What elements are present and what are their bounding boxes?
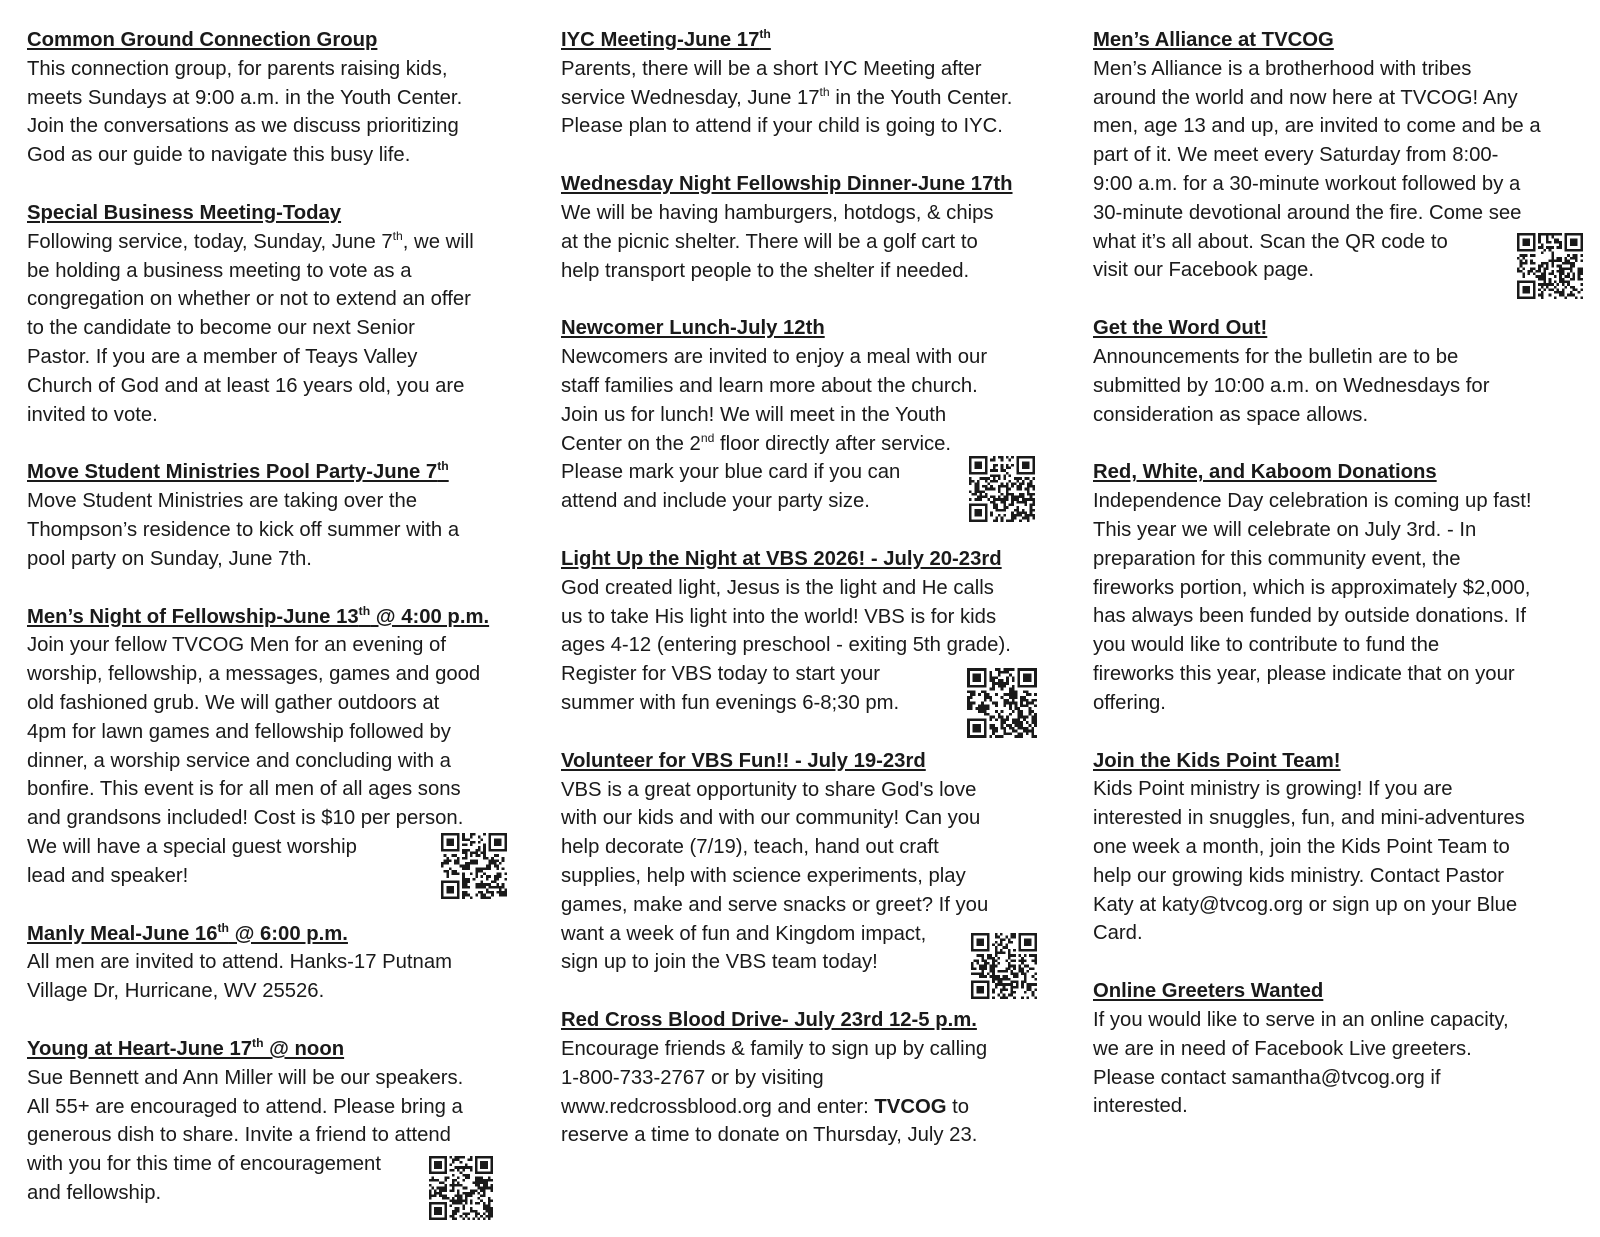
body-line: service Wednesday, June 17th in the Youth Center.: [561, 84, 1013, 109]
body-line: If you would like to serve in an online capacity,: [1093, 1008, 1509, 1031]
body-line: All 55+ are encouraged to attend. Please bring a: [27, 1095, 463, 1118]
announcement-title: Special Business Meeting-Today: [27, 201, 342, 224]
announcement-title: Young at Heart-June 17th @ noon: [27, 1036, 345, 1060]
body-line: fireworks portion, which is approximately $2,000,: [1093, 576, 1531, 599]
body-line: Pastor. If you are a member of Teays Valley: [27, 345, 418, 368]
body-line: us to take His light into the world! VBS is for kids: [561, 605, 997, 628]
body-line: at the picnic shelter. There will be a golf cart to: [561, 230, 978, 253]
body-line: All men are invited to attend. Hanks-17 Putnam: [27, 951, 453, 974]
body-line: Please plan to attend if your child is going to IYC.: [561, 115, 1003, 138]
body-line: 1-800-733-2767 or by visiting: [561, 1066, 824, 1089]
announcement-title: Men’s Alliance at TVCOG: [1093, 29, 1334, 51]
announcement-blood-drive: [561, 1006, 1061, 1150]
body-line: ages 4-12 (entering preschool - exiting 5th grade).: [561, 634, 1011, 657]
body-line: VBS is a great opportunity to share God's love: [561, 778, 977, 801]
body-line: Kids Point ministry is growing! If you are: [1093, 778, 1453, 801]
announcement-title: Light Up the Night at VBS 2026! - July 20-23rd: [561, 547, 1002, 570]
qr-code-icon[interactable]: [429, 1156, 493, 1220]
body-line: We will have a special guest worship: [27, 835, 357, 858]
body-line: visit our Facebook page.: [1093, 259, 1314, 282]
announcement-online-greeters: [1093, 977, 1583, 1121]
body-line: Katy at katy@tvcog.org or sign up on your Blue: [1093, 893, 1518, 916]
announcement-title: Manly Meal-June 16th @ 6:00 p.m.: [27, 920, 348, 945]
body-line: attend and include your party size.: [561, 490, 870, 513]
body-line: Newcomers are invited to enjoy a meal with our: [561, 346, 988, 369]
body-line: God created light, Jesus is the light and He calls: [561, 576, 994, 599]
announcement-mens-alliance: [1093, 26, 1583, 285]
announcement-body: [1093, 55, 1583, 285]
body-line: one week a month, join the Kids Point Team to: [1093, 835, 1510, 858]
body-line: to the candidate to become our next Senior: [27, 317, 415, 340]
body-line: meets Sundays at 9:00 a.m. in the Youth Center.: [27, 86, 463, 109]
announcement-title: Red Cross Blood Drive- July 23rd 12-5 p.m.: [561, 1009, 977, 1032]
announcement-newcomer-lunch: [561, 314, 1061, 516]
announcement-manly-meal: [27, 920, 527, 1006]
column-left: [27, 26, 527, 1237]
body-line: you would like to contribute to fund the: [1093, 634, 1440, 657]
announcement-title: IYC Meeting-June 17th: [561, 27, 771, 51]
announcement-body: [561, 55, 1061, 141]
body-line: Village Dr, Hurricane, WV 25526.: [27, 980, 325, 1003]
body-line: Church of God and at least 16 years old, you are: [27, 374, 465, 397]
body-line: want a week of fun and Kingdom impact,: [561, 922, 927, 945]
announcement-get-word-out: [1093, 314, 1583, 429]
body-line: This connection group, for parents raising kids,: [27, 57, 448, 80]
body-line: submitted by 10:00 a.m. on Wednesdays for: [1093, 374, 1490, 397]
body-line: be holding a business meeting to vote as a: [27, 259, 412, 282]
announcement-young-at-heart: [27, 1035, 527, 1208]
body-line: invited to vote.: [27, 403, 158, 426]
announcement-common-ground: [27, 26, 527, 170]
body-line: help decorate (7/19), teach, hand out craft: [561, 836, 939, 859]
body-line: fireworks this year, please indicate that on your: [1093, 662, 1515, 685]
body-line: preparation for this community event, the: [1093, 547, 1461, 570]
body-line: offering.: [1093, 691, 1166, 714]
announcement-pool-party: [27, 458, 527, 573]
body-line: generous dish to share. Invite a friend to attend: [27, 1124, 451, 1147]
body-line: Please mark your blue card if you can: [561, 461, 901, 484]
announcement-title: Men’s Night of Fellowship-June 13th @ 4:00 p.m.: [27, 603, 490, 628]
body-line: Thompson’s residence to kick off summer with a: [27, 518, 460, 541]
announcement-title: Online Greeters Wanted: [1093, 980, 1324, 1003]
body-line: games, make and serve snacks or greet? If you: [561, 893, 989, 916]
body-line: We will be having hamburgers, hotdogs, & chips: [561, 201, 994, 224]
body-line: sign up to join the VBS team today!: [561, 951, 878, 974]
announcement-title: Move Student Ministries Pool Party-June 7th: [27, 459, 449, 484]
announcement-title: Red, White, and Kaboom Donations: [1093, 461, 1437, 484]
announcement-title: Common Ground Connection Group: [27, 29, 378, 51]
announcement-body: [561, 199, 1061, 285]
announcement-special-business: [27, 199, 527, 429]
announcement-title: Get the Word Out!: [1093, 317, 1268, 340]
body-line: Join your fellow TVCOG Men for an evening of: [27, 634, 446, 657]
body-line: congregation on whether or not to extend an offer: [27, 288, 471, 311]
body-line: summer with fun evenings 6-8;30 pm.: [561, 691, 900, 714]
qr-code-icon[interactable]: [441, 833, 507, 899]
qr-code-icon[interactable]: [971, 933, 1037, 999]
body-line: Following service, today, Sunday, June 7th, we will: [27, 229, 474, 253]
body-line: help transport people to the shelter if needed.: [561, 259, 970, 282]
body-line: part of it. We meet every Saturday from 8:00-: [1093, 144, 1499, 167]
announcement-body: [1093, 775, 1583, 948]
body-line: and fellowship.: [27, 1181, 162, 1204]
body-line: around the world and now here at TVCOG! Any: [1093, 86, 1518, 109]
announcement-kaboom-donations: [1093, 458, 1583, 717]
body-line: interested.: [1093, 1095, 1188, 1118]
body-line: God as our guide to navigate this busy life.: [27, 144, 411, 167]
body-line: Register for VBS today to start your: [561, 663, 881, 686]
body-line: what it’s all about. Scan the QR code to: [1093, 230, 1448, 253]
body-line: old fashioned grub. We will gather outdoors at: [27, 691, 440, 714]
announcement-iyc-meeting: [561, 26, 1061, 141]
body-line: supplies, help with science experiments, play: [561, 864, 966, 887]
body-line: www.redcrossblood.org and enter: TVCOG to: [561, 1095, 970, 1118]
body-line: men, age 13 and up, are invited to come and be a: [1093, 115, 1541, 138]
column-right: [1093, 26, 1583, 1150]
body-line: Card.: [1093, 922, 1143, 945]
announcement-body: [27, 948, 527, 1006]
announcement-kids-point: [1093, 747, 1583, 949]
announcement-title: Volunteer for VBS Fun!! - July 19-23rd: [561, 749, 926, 772]
announcement-wednesday-dinner: [561, 170, 1061, 285]
qr-code-icon[interactable]: [969, 456, 1035, 522]
qr-code-icon[interactable]: [1517, 233, 1583, 299]
announcement-mens-night: [27, 603, 527, 891]
body-line: Center on the 2nd floor directly after service.: [561, 430, 952, 455]
body-line: bonfire. This event is for all men of all ages sons: [27, 778, 461, 801]
body-line: Join the conversations as we discuss prioritizing: [27, 115, 459, 138]
body-line: consideration as space allows.: [1093, 403, 1369, 426]
announcement-body: [1093, 343, 1583, 429]
announcement-body: [27, 228, 527, 430]
body-line: Announcements for the bulletin are to be: [1093, 345, 1459, 368]
announcement-body: [27, 55, 527, 170]
body-line: Independence Day celebration is coming up fast!: [1093, 490, 1532, 513]
body-line: 4pm for lawn games and fellowship followed by: [27, 720, 451, 743]
announcement-body: [27, 487, 527, 573]
body-line: Parents, there will be a short IYC Meeting after: [561, 57, 982, 80]
body-line: dinner, a worship service and concluding with a: [27, 749, 451, 772]
body-line: pool party on Sunday, June 7th.: [27, 547, 312, 570]
body-line: Join us for lunch! We will meet in the Youth: [561, 403, 947, 426]
announcement-body: [1093, 487, 1583, 717]
announcement-title: Join the Kids Point Team!: [1093, 749, 1341, 772]
body-line: has always been funded by outside donations. If: [1093, 605, 1526, 628]
body-line: 30-minute devotional around the fire. Come see: [1093, 201, 1522, 224]
body-line: Encourage friends & family to sign up by calling: [561, 1037, 988, 1060]
body-line: we are in need of Facebook Live greeters.: [1093, 1037, 1472, 1060]
body-line: This year we will celebrate on July 3rd. - In: [1093, 518, 1477, 541]
body-line: Move Student Ministries are taking over the: [27, 490, 418, 513]
body-line: Please contact samantha@tvcog.org if: [1093, 1066, 1441, 1089]
body-line: with our kids and with our community! Can you: [561, 807, 981, 830]
announcement-body: [561, 1035, 1061, 1150]
announcement-body: [1093, 1006, 1583, 1121]
qr-code-icon[interactable]: [967, 668, 1037, 738]
body-line: help our growing kids ministry. Contact Pastor: [1093, 864, 1505, 887]
body-line: and grandsons included! Cost is $10 per person.: [27, 807, 464, 830]
body-line: staff families and learn more about the church.: [561, 374, 978, 397]
announcement-vbs-2026: [561, 545, 1061, 718]
body-line: Men’s Alliance is a brotherhood with tribes: [1093, 57, 1472, 80]
column-middle: [561, 26, 1061, 1179]
body-line: with you for this time of encouragement: [27, 1153, 381, 1176]
body-line: reserve a time to donate on Thursday, July 23.: [561, 1124, 978, 1147]
body-line: 9:00 a.m. for a 30-minute workout followed by a: [1093, 172, 1521, 195]
announcement-title: Newcomer Lunch-July 12th: [561, 317, 825, 340]
body-line: lead and speaker!: [27, 864, 189, 887]
announcement-volunteer-vbs: [561, 747, 1061, 977]
announcement-title: Wednesday Night Fellowship Dinner-June 17th: [561, 173, 1013, 196]
body-line: interested in snuggles, fun, and mini-adventures: [1093, 807, 1525, 830]
body-line: worship, fellowship, a messages, games and good: [27, 663, 481, 686]
body-line: Sue Bennett and Ann Miller will be our speakers.: [27, 1066, 464, 1089]
